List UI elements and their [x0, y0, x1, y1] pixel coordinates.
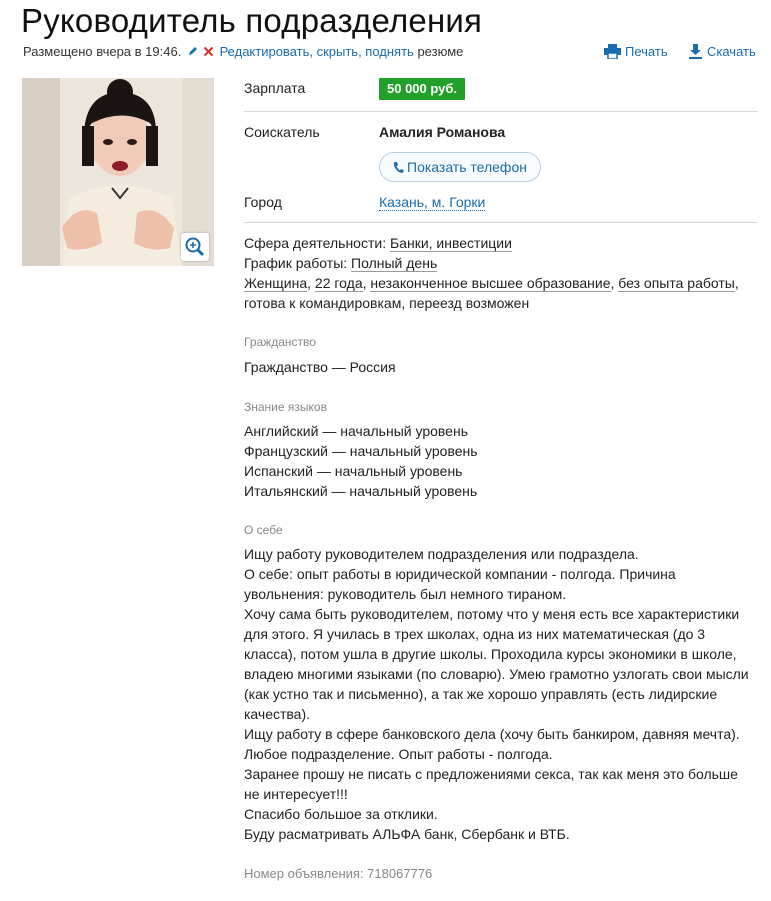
applicant-name: Амалия Романова: [379, 124, 506, 140]
pencil-icon[interactable]: [187, 45, 199, 60]
printer-icon: [604, 44, 621, 59]
about-line: увольнения: руководитель был немного тираном.: [244, 586, 567, 602]
about-line: Заранее прошу не писать с предложениями секса, так как меня это больше: [244, 766, 738, 782]
sphere-value[interactable]: Банки, инвестиции: [389, 235, 512, 251]
salary-label: Зарплата: [244, 80, 306, 96]
ad-number: Номер объявления: 718067776: [244, 866, 433, 881]
about-line: О себе: опыт работы в юридической компании - полгода. Причина: [244, 566, 676, 582]
about-line: Хочу сама быть руководителем, потому что у меня есть все характеристики: [244, 606, 740, 622]
download-button[interactable]: [688, 44, 756, 59]
sphere-prefix: Сфера деятельности:: [244, 235, 387, 251]
show-phone-label: Показать телефон: [407, 159, 527, 175]
city-label: Город: [244, 194, 282, 210]
download-icon: [688, 44, 703, 59]
age-value[interactable]: 22 года: [314, 275, 363, 291]
travel-value: готова к командировкам, переезд возможен: [244, 295, 530, 311]
experience-value[interactable]: без опыта работы: [618, 275, 735, 291]
resume-word: резюме: [417, 44, 464, 59]
languages-title: Знание языков: [244, 400, 327, 414]
about-line: Ищу работу в сфере банковского дела (хочу быть банкиром, давняя мечта).: [244, 726, 740, 742]
divider: [244, 222, 758, 223]
print-button[interactable]: [604, 44, 668, 59]
about-line: для этого. Я училась в трех школах, одна из них математическая (до 3: [244, 626, 706, 642]
show-phone-button[interactable]: [379, 152, 541, 182]
about-line: Спасибо большое за отклики.: [244, 806, 438, 822]
sex-value[interactable]: Женщина: [244, 275, 308, 291]
about-text: [244, 544, 764, 844]
page-title: Руководитель подразделения: [21, 2, 483, 39]
edit-hide-raise-link[interactable]: Редактировать, скрыть, поднять: [219, 44, 414, 59]
about-title: О себе: [244, 523, 283, 537]
city-value: Казань, м. Горки: [379, 194, 486, 210]
zoom-icon[interactable]: [181, 233, 209, 261]
salary-badge: 50 000 руб.: [379, 78, 465, 100]
posted-time: Размещено вчера в 19:46.: [23, 44, 182, 59]
about-line: Любое подразделение. Опыт работы - полгода.: [244, 746, 553, 762]
download-label: Скачать: [707, 44, 756, 59]
print-label: Печать: [625, 44, 668, 59]
phone-icon: [393, 161, 404, 174]
schedule-value[interactable]: Полный день: [351, 255, 438, 271]
about-line: владею многими языками (по словарю). Умею грамотно узлогать свои мысли: [244, 666, 749, 682]
posting-meta: [23, 44, 463, 60]
language-item: Итальянский — начальный уровень: [244, 483, 478, 499]
divider: [244, 111, 758, 112]
about-line: Ищу работу руководителем подразделения или подраздела.: [244, 546, 639, 562]
languages-list: [244, 421, 764, 501]
language-item: Французский — начальный уровень: [244, 443, 478, 459]
summary-block: Сфера деятельности: Банки, инвестиции График работы: Полный день Женщина, 22 года, незаконченное высшее образование, без опыта работы, готова к командировкам, переезд возможен: [244, 233, 764, 313]
about-line: не интересует!!!: [244, 786, 348, 802]
language-item: Испанский — начальный уровень: [244, 463, 463, 479]
about-line: Буду расматривать АЛЬФА банк, Сбербанк и ВТБ.: [244, 826, 570, 842]
schedule-prefix: График работы:: [244, 255, 348, 271]
citizenship-value: Гражданство — Россия: [244, 359, 396, 375]
about-line: класса), потом ушла в другие школы. Проходила курсы экономики в школе,: [244, 646, 737, 662]
language-item: Английский — начальный уровень: [244, 423, 468, 439]
applicant-label: Соискатель: [244, 124, 320, 140]
about-line: (как устно так и письменно), а так же хорошо управлять (есть лидирские: [244, 686, 718, 702]
education-value[interactable]: незаконченное высшее образование: [370, 275, 611, 291]
delete-x-icon[interactable]: [203, 45, 214, 60]
city-link[interactable]: [379, 194, 485, 210]
citizenship-title: Гражданство: [244, 335, 316, 349]
about-line: качества).: [244, 706, 311, 722]
